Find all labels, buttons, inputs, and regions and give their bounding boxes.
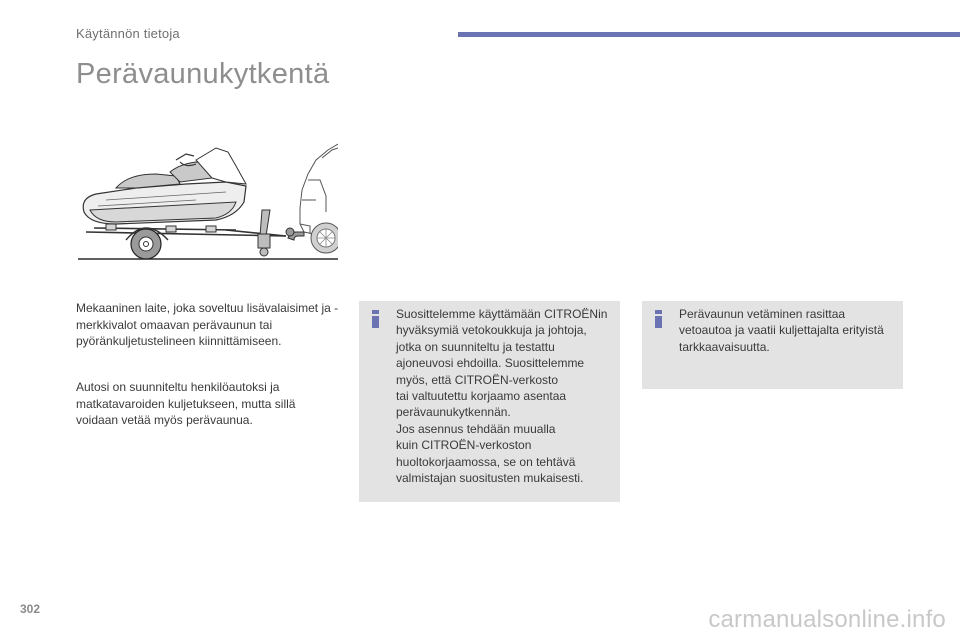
intro-paragraph: Mekaaninen laite, joka soveltuu lisävalaisimet ja -merkkivalot omaavan perävaunun tai pyöränkuljetustelineen kiinnittämiseen. [76, 301, 339, 348]
usage-paragraph: Autosi on suunniteltu henkilöautoksi ja matkatavaroiden kuljetukseen, mutta sillä voidaan vetää myös perävaunua. [76, 380, 296, 427]
info-line: Jos asennus tehdään muualla [396, 421, 556, 436]
info-line: valmistajan suositusten mukaisesti. [396, 471, 584, 486]
info-box-towing-warning [642, 301, 903, 389]
info-line: kuin CITROËN-verkoston [396, 438, 532, 453]
page-title: Perävaunukytkentä [76, 58, 330, 90]
info-line: myös, että CITROËN-verkosto [396, 372, 559, 387]
info-line: hyväksymiä vetokoukkuja ja johtoja, [396, 323, 587, 338]
info-text-recommendation [396, 306, 607, 486]
info-line: huoltokorjaamossa, se on tehtävä [396, 454, 576, 469]
jetski-trailer-towbar-illustration [76, 140, 338, 264]
info-line: perävaunukytkennän. [396, 405, 511, 420]
watermark: carmanualsonline.info [708, 606, 946, 633]
info-icon [372, 310, 379, 328]
info-text-towing [679, 306, 884, 355]
info-line: Perävaunun vetäminen rasittaa [679, 307, 846, 321]
info-line: ajoneuvosi ehdoilla. Suosittelemme [396, 356, 585, 371]
info-icon [655, 310, 662, 328]
info-box-recommendation [359, 301, 620, 502]
page-number: 302 [20, 602, 41, 616]
header-bar [458, 32, 960, 37]
info-line: Suosittelemme käyttämään CITROËNin [396, 307, 608, 321]
info-line: jotka on suunniteltu ja testattu [396, 339, 555, 354]
info-line: tai valtuutettu korjaamo asentaa [396, 389, 567, 404]
info-line: tarkkaavaisuutta. [679, 339, 770, 354]
section-label: Käytännön tietoja [76, 26, 180, 41]
info-line: vetoautoa ja vaatii kuljettajalta erityistä [679, 323, 884, 338]
